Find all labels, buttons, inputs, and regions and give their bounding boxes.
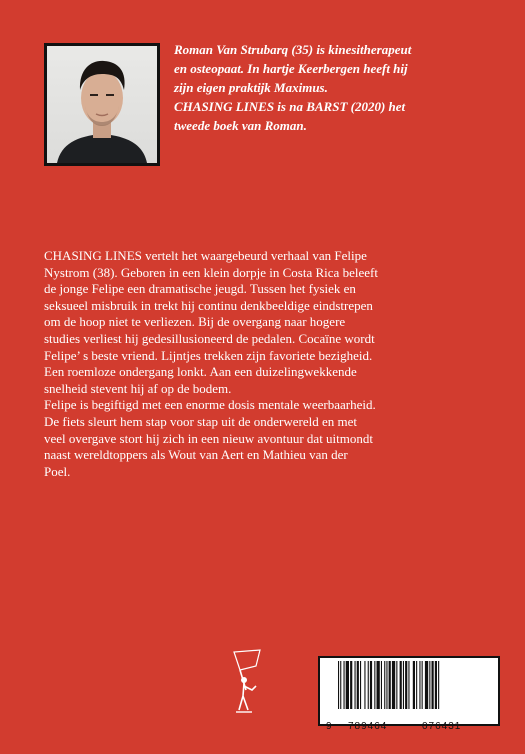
barcode-bar	[381, 661, 382, 709]
barcode-bar	[355, 661, 356, 709]
blurb-line: Nystrom (38). Geboren in een klein dorpje in Costa Rica beleeft	[44, 264, 378, 280]
blurb-line: om de hoop niet te verliezen. Bij de overgang naar hogere	[44, 314, 346, 330]
author-bio-line: en osteopaat. In hartje Keerbergen heeft hij	[174, 61, 408, 76]
blurb-line: Poel.	[44, 463, 71, 479]
barcode-bar	[384, 661, 385, 709]
barcode-bar	[403, 661, 404, 709]
blurb-line: Felipe’ s beste vriend. Lijntjes trekken zijn favoriete bezigheid.	[44, 347, 373, 363]
barcode-bar	[377, 661, 380, 709]
blurb-line: CHASING LINES vertelt het waargebeurd verhaal van Felipe	[44, 248, 367, 263]
barcode-bar	[408, 661, 409, 709]
blurb-line: veel overgave stort hij zich in een nieuw avontuur dat uitmondt	[44, 430, 374, 446]
barcode-bar	[346, 661, 349, 709]
blurb-line: Een roemloze ondergang lonkt. Aan een duizelingwekkende	[44, 364, 357, 380]
blurb-line: studies verliest hij gedesillusioneerd de pedalen. Cocaïne wordt	[44, 330, 375, 346]
blurb-line: de jonge Felipe een dramatische jeugd. Tussen het fysiek en	[44, 281, 356, 297]
barcode-bar	[400, 661, 402, 709]
barcode-bar	[386, 661, 387, 709]
blurb-line: seksueel misbruik in trekt hij continu denkbeeldige eindstrepen	[44, 297, 373, 313]
barcode-bar	[396, 661, 397, 709]
author-bio-line: zijn eigen praktijk Maximus.	[174, 80, 328, 95]
author-bio	[174, 40, 474, 135]
barcode-bar	[438, 661, 439, 709]
barcode-bar	[364, 661, 365, 709]
barcode-bar	[416, 661, 417, 709]
author-bio-line: Roman Van Strubarq (35) is kinesitherapeut	[174, 42, 412, 57]
barcode-digit-group: 789464	[348, 721, 388, 732]
barcode-bar	[419, 661, 420, 709]
barcode-bar	[360, 661, 361, 709]
blurb-line: snelheid stevent hij af op de bodem.	[44, 380, 232, 396]
barcode-bar	[425, 661, 428, 709]
barcode-digit-group: 9	[326, 721, 333, 732]
barcode-bar	[370, 661, 372, 709]
barcode-bar	[422, 661, 423, 709]
barcode-bar	[368, 661, 369, 709]
barcode-bar	[344, 661, 345, 709]
barcode-bar	[357, 661, 359, 709]
blurb-line: De fiets sleurt hem stap voor stap uit de onderwereld en met	[44, 413, 357, 429]
author-photo	[44, 43, 160, 166]
barcode-bar	[374, 661, 375, 709]
barcode-bar	[435, 661, 437, 709]
author-portrait-image	[47, 46, 157, 163]
book-blurb	[44, 248, 484, 480]
blurb-line: naast wereldtoppers als Wout van Aert en Mathieu van der	[44, 447, 348, 463]
barcode-bar	[405, 661, 407, 709]
flag-bearer-figure-icon	[226, 648, 270, 718]
barcode-bar	[429, 661, 430, 709]
barcode-bars	[338, 661, 490, 709]
barcode-bar	[350, 661, 352, 709]
author-bio-line: CHASING LINES is na BARST (2020) het	[174, 99, 406, 114]
barcode-digit-group: 076431	[422, 721, 462, 732]
barcode-bar	[338, 661, 339, 709]
barcode-bar	[340, 661, 341, 709]
barcode-bar	[413, 661, 415, 709]
author-bio-line: tweede boek van Roman.	[174, 118, 307, 133]
barcode-bar	[432, 661, 434, 709]
barcode-bar	[389, 661, 391, 709]
isbn-barcode	[318, 656, 500, 732]
blurb-line: Felipe is begiftigd met een enorme dosis mentale weerbaarheid.	[44, 397, 376, 413]
barcode-bar	[392, 661, 395, 709]
